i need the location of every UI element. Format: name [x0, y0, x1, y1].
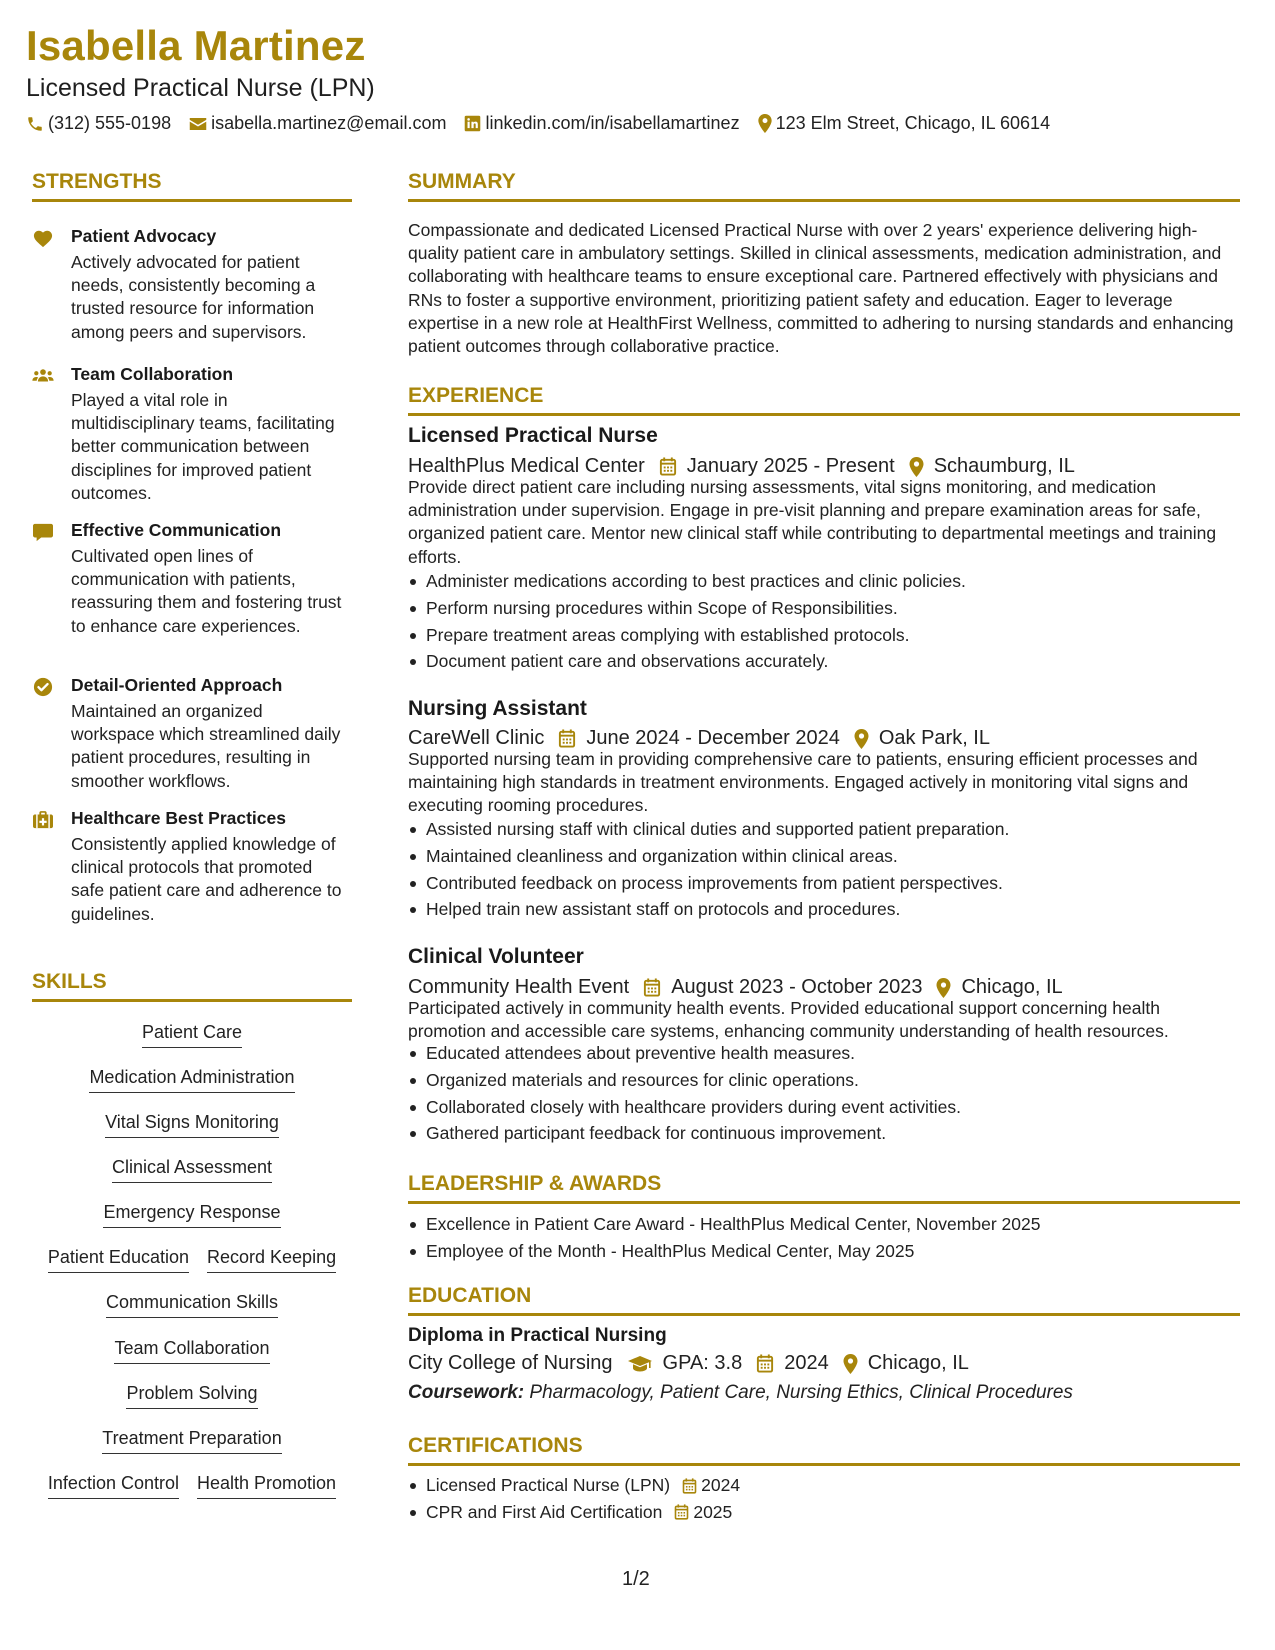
list-item: Helped train new assistant staff on protocols and procedures. [408, 898, 1228, 925]
skill-tag: Vital Signs Monitoring [105, 1112, 279, 1138]
education-heading: EDUCATION [408, 1284, 532, 1307]
experience-divider [408, 413, 1240, 416]
check-circle-icon [32, 677, 54, 697]
job-dates [643, 976, 922, 999]
job-org: Community Health Event [408, 976, 630, 998]
skill-tag: Treatment Preparation [102, 1428, 281, 1454]
skill-tag: Team Collaboration [114, 1338, 269, 1364]
job-bullets [408, 1042, 1228, 1149]
education-location [843, 1352, 969, 1375]
job-description: Supported nursing team in providing comprehensive care to patients, ensuring efficient processes and maintaining high standards in treatment environments. Engaged actively in monitoring vital signs and executing rooming procedures. [408, 749, 1198, 816]
skill-tag: Patient Education [48, 1247, 189, 1273]
skills-heading: SKILLS [32, 970, 107, 993]
calendar-icon [659, 457, 677, 476]
skill-row [32, 1383, 352, 1409]
skill-row [32, 1247, 352, 1273]
summary-divider [408, 199, 1240, 202]
contact-linkedin[interactable] [464, 113, 739, 134]
coursework-text: Pharmacology, Patient Care, Nursing Ethics, Clinical Procedures [529, 1382, 1073, 1403]
list-item: Prepare treatment areas complying with established protocols. [408, 624, 1228, 651]
page-number: 1/2 [622, 1568, 650, 1590]
education-year-text: 2024 [784, 1352, 829, 1374]
education-meta [408, 1352, 983, 1375]
phone-icon [26, 115, 44, 133]
cert-year: 2025 [693, 1501, 733, 1522]
list-item: Gathered participant feedback for continuous improvement. [408, 1122, 1228, 1149]
strength-title: Healthcare Best Practices [71, 808, 286, 828]
job-org: CareWell Clinic [408, 727, 545, 749]
job-meta [408, 455, 1089, 478]
list-item: Excellence in Patient Care Award - HealthPlus Medical Center, November 2025 [408, 1213, 1228, 1240]
education-year [756, 1352, 829, 1375]
education-divider [408, 1313, 1240, 1316]
list-item: Collaborated closely with healthcare providers during event activities. [408, 1096, 1228, 1123]
job-bullets [408, 570, 1228, 677]
strengths-heading: STRENGTHS [32, 170, 162, 193]
cert-year: 2024 [701, 1475, 741, 1495]
linkedin-text: linkedin.com/in/isabellamartinez [485, 113, 740, 133]
job-title: Nursing Assistant [408, 697, 587, 720]
calendar-icon [674, 1504, 689, 1520]
job-title: Licensed Practical Nurse [408, 424, 658, 447]
job-dates-text: January 2025 - Present [686, 455, 895, 477]
list-item: Contributed feedback on process improvements from patient perspectives. [408, 872, 1228, 899]
list-item: Educated attendees about preventive health measures. [408, 1042, 1228, 1069]
skill-row [32, 1022, 352, 1048]
calendar-icon [643, 978, 661, 997]
job-dates-text: June 2024 - December 2024 [586, 727, 840, 749]
cert-name: Licensed Practical Nurse (LPN) [426, 1475, 671, 1495]
list-item: Administer medications according to best practices and clinic policies. [408, 570, 1228, 597]
skill-tag: Health Promotion [197, 1473, 336, 1499]
map-marker-icon [854, 729, 869, 749]
map-marker-icon [936, 978, 951, 998]
certifications-heading: CERTIFICATIONS [408, 1434, 583, 1457]
gpa-text: GPA: 3.8 [662, 1352, 743, 1374]
coursework [408, 1382, 1073, 1404]
degree-title: Diploma in Practical Nursing [408, 1325, 667, 1346]
cert-name: CPR and First Aid Certification [426, 1501, 663, 1522]
strength-desc: Cultivated open lines of communication with patients, reassuring them and fostering trust to enhance care experiences. [71, 546, 342, 636]
skill-row [32, 1473, 352, 1499]
skill-tag: Patient Care [142, 1022, 242, 1048]
contact-phone[interactable] [26, 113, 171, 134]
leadership-heading: LEADERSHIP & AWARDS [408, 1172, 662, 1195]
list-item: Maintained cleanliness and organization within clinical areas. [408, 845, 1228, 872]
certifications-divider [408, 1463, 1240, 1466]
address-text: 123 Elm Street, Chicago, IL 60614 [775, 113, 1051, 133]
map-marker-icon [843, 1354, 858, 1374]
skill-row [32, 1338, 352, 1364]
skill-tag: Clinical Assessment [112, 1157, 272, 1183]
skill-row [32, 1112, 352, 1138]
email-text: isabella.martinez@email.com [211, 113, 447, 133]
job-meta [408, 976, 1077, 999]
job-location [854, 727, 990, 750]
school-name: City College of Nursing [408, 1352, 613, 1374]
list-item: Employee of the Month - HealthPlus Medical Center, May 2025 [408, 1240, 1228, 1267]
summary-heading: SUMMARY [408, 170, 516, 193]
job-location [909, 455, 1075, 478]
coursework-label: Coursework: [408, 1382, 525, 1403]
education-location-text: Chicago, IL [867, 1352, 969, 1374]
job-bullets [408, 818, 1228, 925]
skill-tag: Emergency Response [103, 1202, 280, 1228]
strength-desc: Played a vital role in multidisciplinary teams, facilitating better communication between disciplines for improved patient outcomes. [71, 390, 335, 503]
list-item: Perform nursing procedures within Scope of Responsibilities. [408, 597, 1228, 624]
strengths-divider [32, 199, 352, 202]
contact-bar [26, 113, 1068, 134]
job-location-text: Schaumburg, IL [933, 455, 1075, 477]
skill-tag: Record Keeping [207, 1247, 336, 1273]
medkit-icon [32, 810, 54, 830]
job-location [936, 976, 1062, 999]
calendar-icon [558, 729, 576, 748]
heart-icon [32, 228, 54, 248]
leadership-divider [408, 1201, 1240, 1204]
awards-list [408, 1213, 1228, 1267]
skill-row [32, 1067, 352, 1093]
list-item: Document patient care and observations accurately. [408, 650, 1228, 677]
strength-title: Patient Advocacy [71, 226, 217, 246]
skill-row [32, 1428, 352, 1454]
comment-icon [32, 522, 54, 542]
skill-tag: Infection Control [48, 1473, 179, 1499]
calendar-icon [756, 1354, 774, 1373]
summary-text: Compassionate and dedicated Licensed Practical Nurse with over 2 years' experience delivering high-quality patient care in ambulatory settings. Skilled in clinical assessments, medication administration, and collaborating with healthcare teams to ensure exceptional care. Partnered effectively with physicians and RNs to foster a supportive environment, prioritizing patient safety and education. Eager to leverage expertise in a new role at HealthFirst Wellness, committed to adhering to nursing standards and enhancing patient outcomes through collaborative practice. [408, 220, 1234, 357]
job-dates [659, 455, 895, 478]
job-org: HealthPlus Medical Center [408, 455, 645, 477]
skill-tag: Medication Administration [89, 1067, 294, 1093]
strength-title: Team Collaboration [71, 364, 234, 384]
strength-desc: Consistently applied knowledge of clinical protocols that promoted safe patient care and adherence to guidelines. [71, 834, 342, 924]
skill-tag: Communication Skills [106, 1292, 278, 1318]
skills-divider [32, 999, 352, 1002]
envelope-icon [189, 116, 207, 132]
certifications-list [408, 1474, 1228, 1528]
candidate-name: Isabella Martinez [26, 22, 366, 69]
skill-tag: Problem Solving [126, 1383, 257, 1409]
contact-address [758, 113, 1051, 134]
map-marker-icon [758, 114, 772, 133]
contact-email[interactable] [189, 113, 446, 134]
graduation-cap-icon [627, 1355, 653, 1373]
strength-desc: Maintained an organized workspace which streamlined daily patient procedures, resulting in smoother workflows. [71, 701, 341, 791]
job-description: Provide direct patient care including nursing assessments, vital signs monitoring, and medication administration under supervision. Engage in pre-visit planning and prepare examination areas for safe, organized patient care. Mentor new clinical staff while contributing to departmental meetings and training efforts. [408, 477, 1217, 567]
map-marker-icon [909, 457, 924, 477]
job-location-text: Oak Park, IL [878, 727, 990, 749]
candidate-headline: Licensed Practical Nurse (LPN) [26, 74, 375, 102]
strength-desc: Actively advocated for patient needs, consistently becoming a trusted resource for information among peers and supervisors. [71, 252, 316, 342]
job-dates [558, 727, 840, 750]
list-item: Assisted nursing staff with clinical duties and supported patient preparation. [408, 818, 1228, 845]
linkedin-icon [464, 115, 481, 132]
skill-row [32, 1292, 352, 1318]
job-title: Clinical Volunteer [408, 945, 584, 968]
users-icon [32, 366, 54, 386]
job-location-text: Chicago, IL [961, 976, 1063, 998]
list-item [408, 1501, 1228, 1528]
job-dates-text: August 2023 - October 2023 [671, 976, 923, 998]
skill-row [32, 1202, 352, 1228]
job-meta [408, 727, 1004, 750]
experience-heading: EXPERIENCE [408, 384, 544, 407]
skill-row [32, 1157, 352, 1183]
list-item: Organized materials and resources for clinic operations. [408, 1069, 1228, 1096]
calendar-icon [682, 1478, 697, 1494]
job-description: Participated actively in community health events. Provided educational support concerning health promotion and accessible care systems, enhancing community understanding of health resources. [408, 998, 1169, 1042]
phone-text: (312) 555-0198 [48, 113, 172, 133]
strength-title: Detail-Oriented Approach [71, 675, 283, 695]
list-item [408, 1474, 1228, 1501]
strength-title: Effective Communication [71, 520, 282, 540]
education-gpa [627, 1352, 743, 1375]
